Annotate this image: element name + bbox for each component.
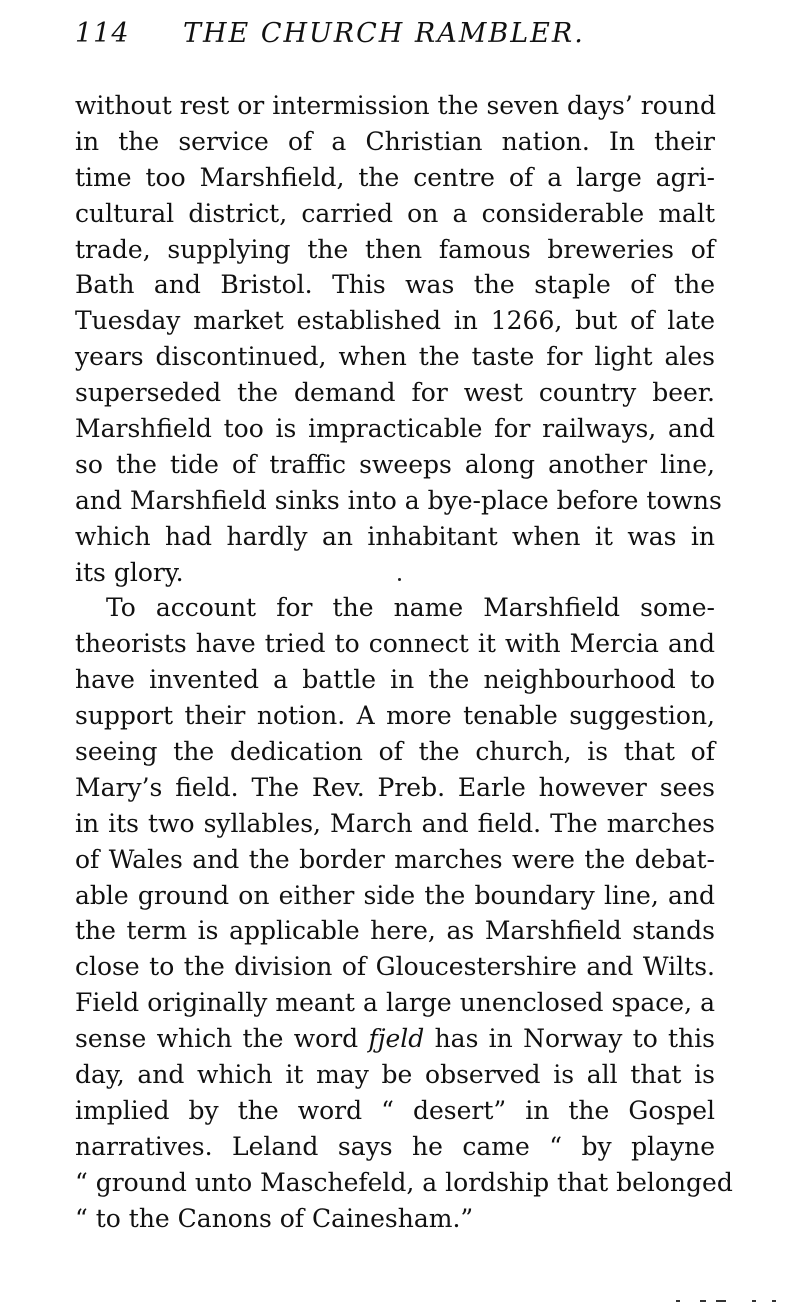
text-line: have invented a battle in the neighbourhood to (75, 665, 715, 695)
running-head (75, 18, 715, 58)
text-line: “ ground unto Maschefeld, a lordship that belonged (75, 1167, 733, 1197)
text-line: so the tide of traffic sweeps along another line, (75, 449, 715, 479)
text-line: years discontinued, when the taste for light ales (75, 342, 715, 372)
text-line: time too Marshfield, the centre of a large agri- (75, 162, 715, 192)
text-line: superseded the demand for west country beer. (75, 378, 715, 408)
text-line: cultural district, carried on a considerable malt (75, 198, 715, 228)
text-line: seeing the dedication of the church, is that of (75, 737, 715, 767)
text-line: close to the division of Gloucestershire and Wilts. (75, 952, 715, 982)
text-line: its glory. (75, 557, 184, 587)
text-line: implied by the word “ desert” in the Gospel (75, 1095, 715, 1125)
text-line: Mary’s field. The Rev. Preb. Earle however sees (75, 772, 715, 802)
text-line: day, and which it may be observed is all that is (75, 1060, 715, 1090)
text-line: support their notion. A more tenable suggestion, (75, 701, 715, 731)
page-number: 114 (75, 18, 130, 49)
text-line (75, 1021, 715, 1057)
text-line: Marshfield too is impracticable for railways, and (75, 414, 715, 444)
scan-edge-mark (716, 1300, 726, 1302)
scan-edge-mark (752, 1300, 756, 1302)
italic-word: fjeld (368, 1024, 425, 1054)
text-line: able ground on either side the boundary line, and (75, 880, 715, 910)
text-line: Bath and Bristol. This was the staple of the (75, 270, 715, 300)
text-line: and Marshfield sinks into a bye-place before towns (75, 485, 722, 515)
text-line: Tuesday market established in 1266, but of late (75, 306, 715, 336)
scan-edge-mark (676, 1300, 680, 1302)
text-line: Field originally meant a large unenclosed space, a (75, 988, 715, 1018)
text-line: To account for the name Marshfield some- (106, 593, 715, 623)
text-line: the term is applicable here, as Marshfield stands (75, 916, 715, 946)
text-line: trade, supplying the then famous breweries of (75, 234, 715, 264)
line-segment: has in Norway to this (434, 1024, 716, 1054)
text-line: theorists have tried to connect it with Mercia and (75, 629, 715, 659)
text-line: in the service of a Christian nation. In their (75, 126, 715, 156)
text-line: in its two syllables, March and field. The marches (75, 808, 715, 838)
scan-edge-mark (772, 1300, 776, 1302)
text-line: without rest or intermission the seven days’ round (75, 91, 716, 120)
text-line: of Wales and the border marches were the debat- (75, 844, 715, 874)
running-title: THE CHURCH RAMBLER. (183, 18, 585, 49)
body-text (75, 88, 733, 1237)
text-line: narratives. Leland says he came “ by playne (75, 1131, 715, 1161)
line-segment: sense which the word (75, 1024, 359, 1054)
text-line: which had hardly an inhabitant when it was in (75, 521, 715, 551)
text-line: “ to the Canons of Cainesham.” (75, 1203, 474, 1233)
scan-edge-mark (700, 1300, 706, 1302)
scan-speck (398, 578, 401, 581)
